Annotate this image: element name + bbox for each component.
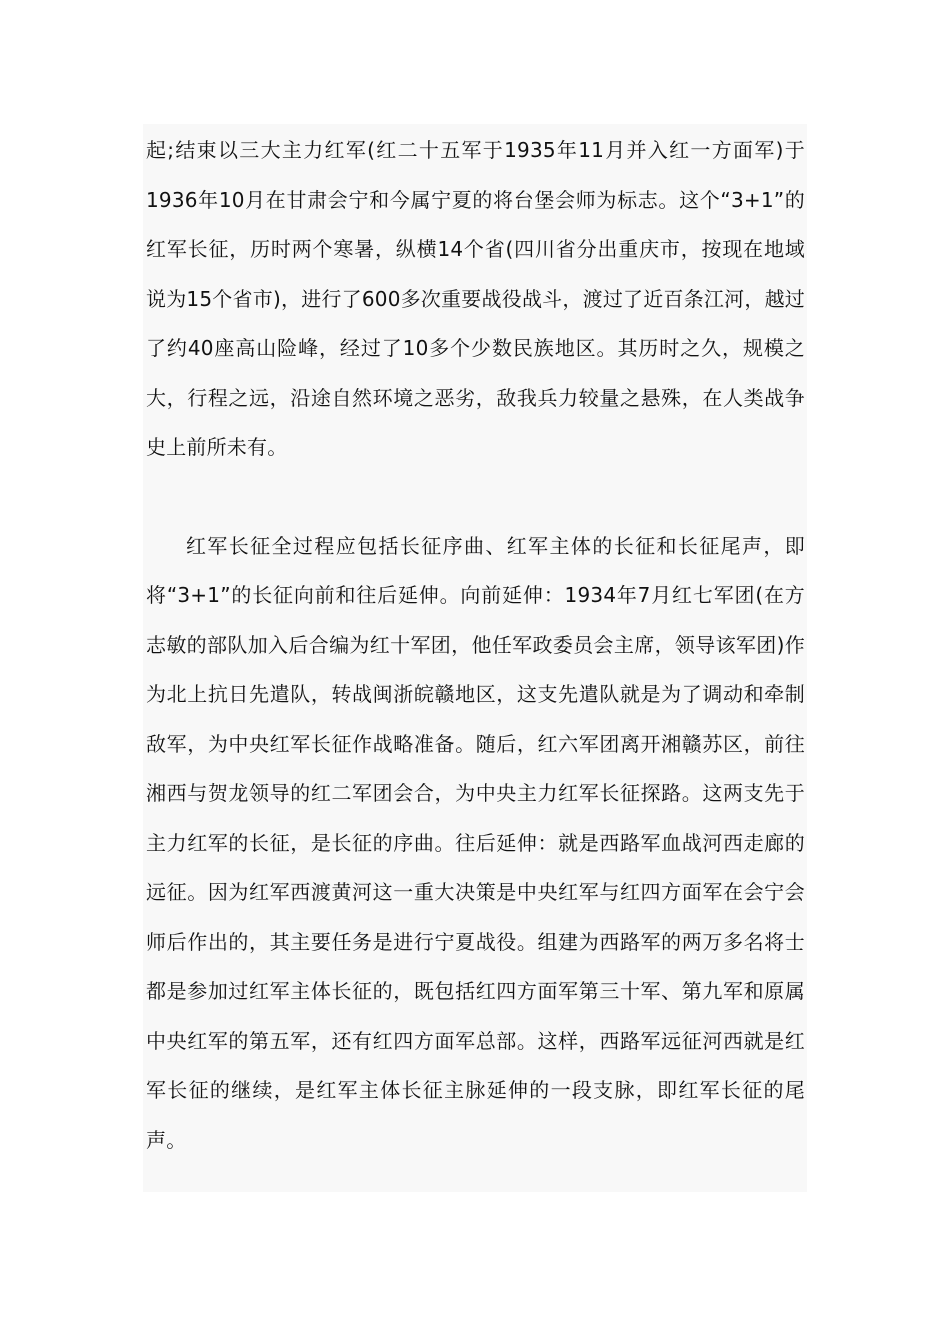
paragraph-1: 起;结束以三大主力红军(红二十五军于1935年11月并入红一方面军)于1936年10月在甘肃会宁和今属宁夏的将台堡会师为标志。这个“3+1”的红军长征，历时两个寒暑，纵横14个省(四川省分出重庆市，按现在地域说为15个省市)，进行了600多次重要战役战斗，渡过了近百条江河，越过了约40座高山险峰，经过了10多个少数民族地区。其历时之久，规模之大，行程之远，沿途自然环境之恶劣，敌我兵力较量之悬殊，在人类战争史上前所未有。 [146,138,805,459]
body-text-block [143,124,807,1192]
paragraph-2: 红军长征全过程应包括长征序曲、红军主体的长征和长征尾声，即将“3+1”的长征向前和往后延伸。向前延伸：1934年7月红七军团(在方志敏的部队加入后合编为红十军团，他任军政委员会主席，领导该军团)作为北上抗日先遣队，转战闽浙皖赣地区，这支先遣队就是为了调动和牵制敌军，为中央红军长征作战略准备。随后，红六军团离开湘赣苏区，前往湘西与贺龙领导的红二军团会合，为中央主力红军长征探路。这两支先于主力红军的长征，是长征的序曲。往后延伸：就是西路军血战河西走廊的远征。因为红军西渡黄河这一重大决策是中央红军与红四方面军在会宁会师后作出的，其主要任务是进行宁夏战役。组建为西路军的两万多名将士都是参加过红军主体长征的，既包括红四方面军第三十军、第九军和原属中央红军的第五军，还有红四方面军总部。这样，西路军远征河西就是红军长征的继续，是红军主体长征主脉延伸的一段支脉，即红军长征的尾声。 [146,533,805,1152]
